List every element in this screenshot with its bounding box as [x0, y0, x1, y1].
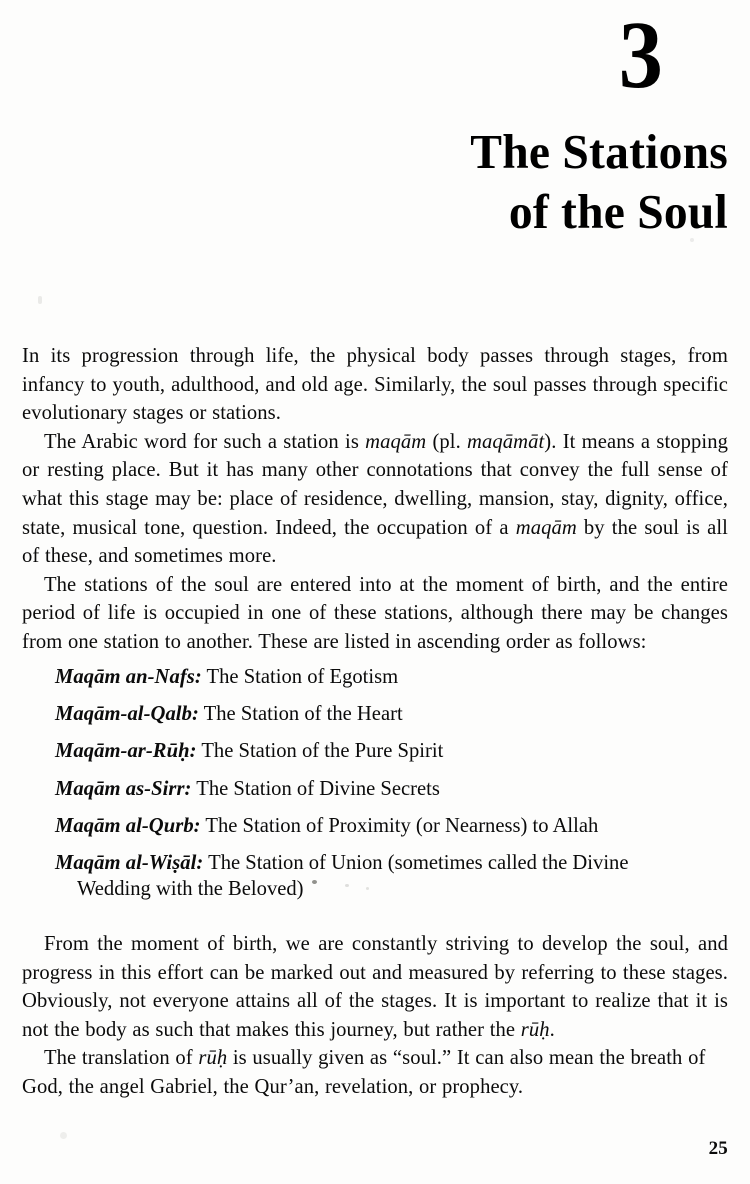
station-term: Maqām-al-Qalb:	[55, 703, 199, 726]
page-title	[43, 122, 728, 242]
list-item	[55, 666, 728, 689]
term-maqam-second: maqām	[515, 516, 577, 539]
station-term: Maqām al-Qurb:	[55, 814, 201, 837]
station-term: Maqām al-Wiṣāl:	[55, 851, 204, 874]
paragraph-5-part-b: is usually given as “soul.” It can also mean the breath of God, the angel Gabriel, the Qur’an, revelation, or prophecy.	[22, 1047, 706, 1098]
list-item	[55, 852, 695, 901]
body-text-upper	[22, 342, 728, 657]
paragraph-2	[22, 428, 728, 571]
chapter-number: 3	[618, 1, 662, 108]
paragraph-2-part-c: ). It means a stopping or resting place. But it has many other connotations that convey the full sense of what this stage may be: place of residence, dwelling, mansion, stay, dignity, office, state, musical tone, question. Indeed, the occupation of a	[22, 430, 728, 539]
station-gloss: The Station of Divine Secrets	[191, 777, 440, 800]
station-gloss: The Station of Union (sometimes called the Divine	[203, 851, 629, 874]
term-maqam-singular: maqām	[365, 430, 427, 453]
stations-list	[55, 666, 728, 901]
paragraph-3	[22, 571, 728, 657]
station-gloss: The Station of Egotism	[201, 666, 399, 688]
list-item	[55, 778, 728, 801]
paragraph-4	[22, 930, 728, 1044]
term-ruh-first: rūḥ	[520, 1018, 550, 1041]
paragraph-1-text: In its progression through life, the physical body passes through stages, from infancy to youth, adulthood, and old age. Similarly, the soul passes through specific evolutionary stages or stations.	[22, 345, 728, 425]
chapter-header	[22, 1, 728, 242]
list-item	[55, 703, 728, 726]
page-number: 25	[708, 1138, 728, 1159]
chapter-title-line-1: The Stations	[470, 124, 728, 180]
chapter-title-line-2: of the Soul	[508, 183, 728, 239]
list-item	[55, 740, 728, 763]
station-gloss: The Station of the Pure Spirit	[196, 740, 444, 763]
paragraph-2-part-a: The Arabic word for such a station is	[44, 430, 366, 453]
paragraph-5-part-a: The translation of	[44, 1047, 199, 1070]
paragraph-4-text: From the moment of birth, we are constantly striving to develop the soul, and progress in this effort can be marked out and measured by referring to these stages. Obviously, not everyone attains all of the stages. It is important to realize that it is not the body as such that makes this journey, but rather the	[22, 933, 728, 1041]
scan-speck	[38, 296, 42, 304]
station-gloss: The Station of Proximity (or Nearness) to Allah	[200, 814, 599, 837]
paragraph-4-terminator: .	[549, 1018, 555, 1041]
paragraph-2-part-b: (pl.	[426, 430, 468, 453]
term-maqamat-plural: maqāmāt	[467, 430, 545, 453]
paragraph-2-part-d: by the soul is all of these, and sometimes more.	[22, 516, 728, 568]
body-text-lower	[22, 930, 728, 1102]
scan-speck	[60, 1132, 67, 1139]
paragraph-5	[22, 1044, 728, 1101]
list-item	[55, 815, 728, 838]
station-gloss-continuation: Wedding with the Beloved)	[77, 877, 304, 900]
station-term: Maqām an-Nafs:	[55, 666, 202, 688]
term-ruh-second: rūḥ	[198, 1047, 228, 1070]
station-gloss: The Station of the Heart	[198, 703, 403, 726]
paragraph-3-text: The stations of the soul are entered into at the moment of birth, and the entire period of life is occupied in one of these stations, although there may be changes from one station to another. These are listed in ascending order as follows:	[22, 573, 728, 653]
station-term: Maqām as-Sirr:	[55, 777, 192, 800]
station-term: Maqām-ar-Rūḥ:	[55, 740, 197, 763]
paragraph-1	[22, 342, 728, 428]
